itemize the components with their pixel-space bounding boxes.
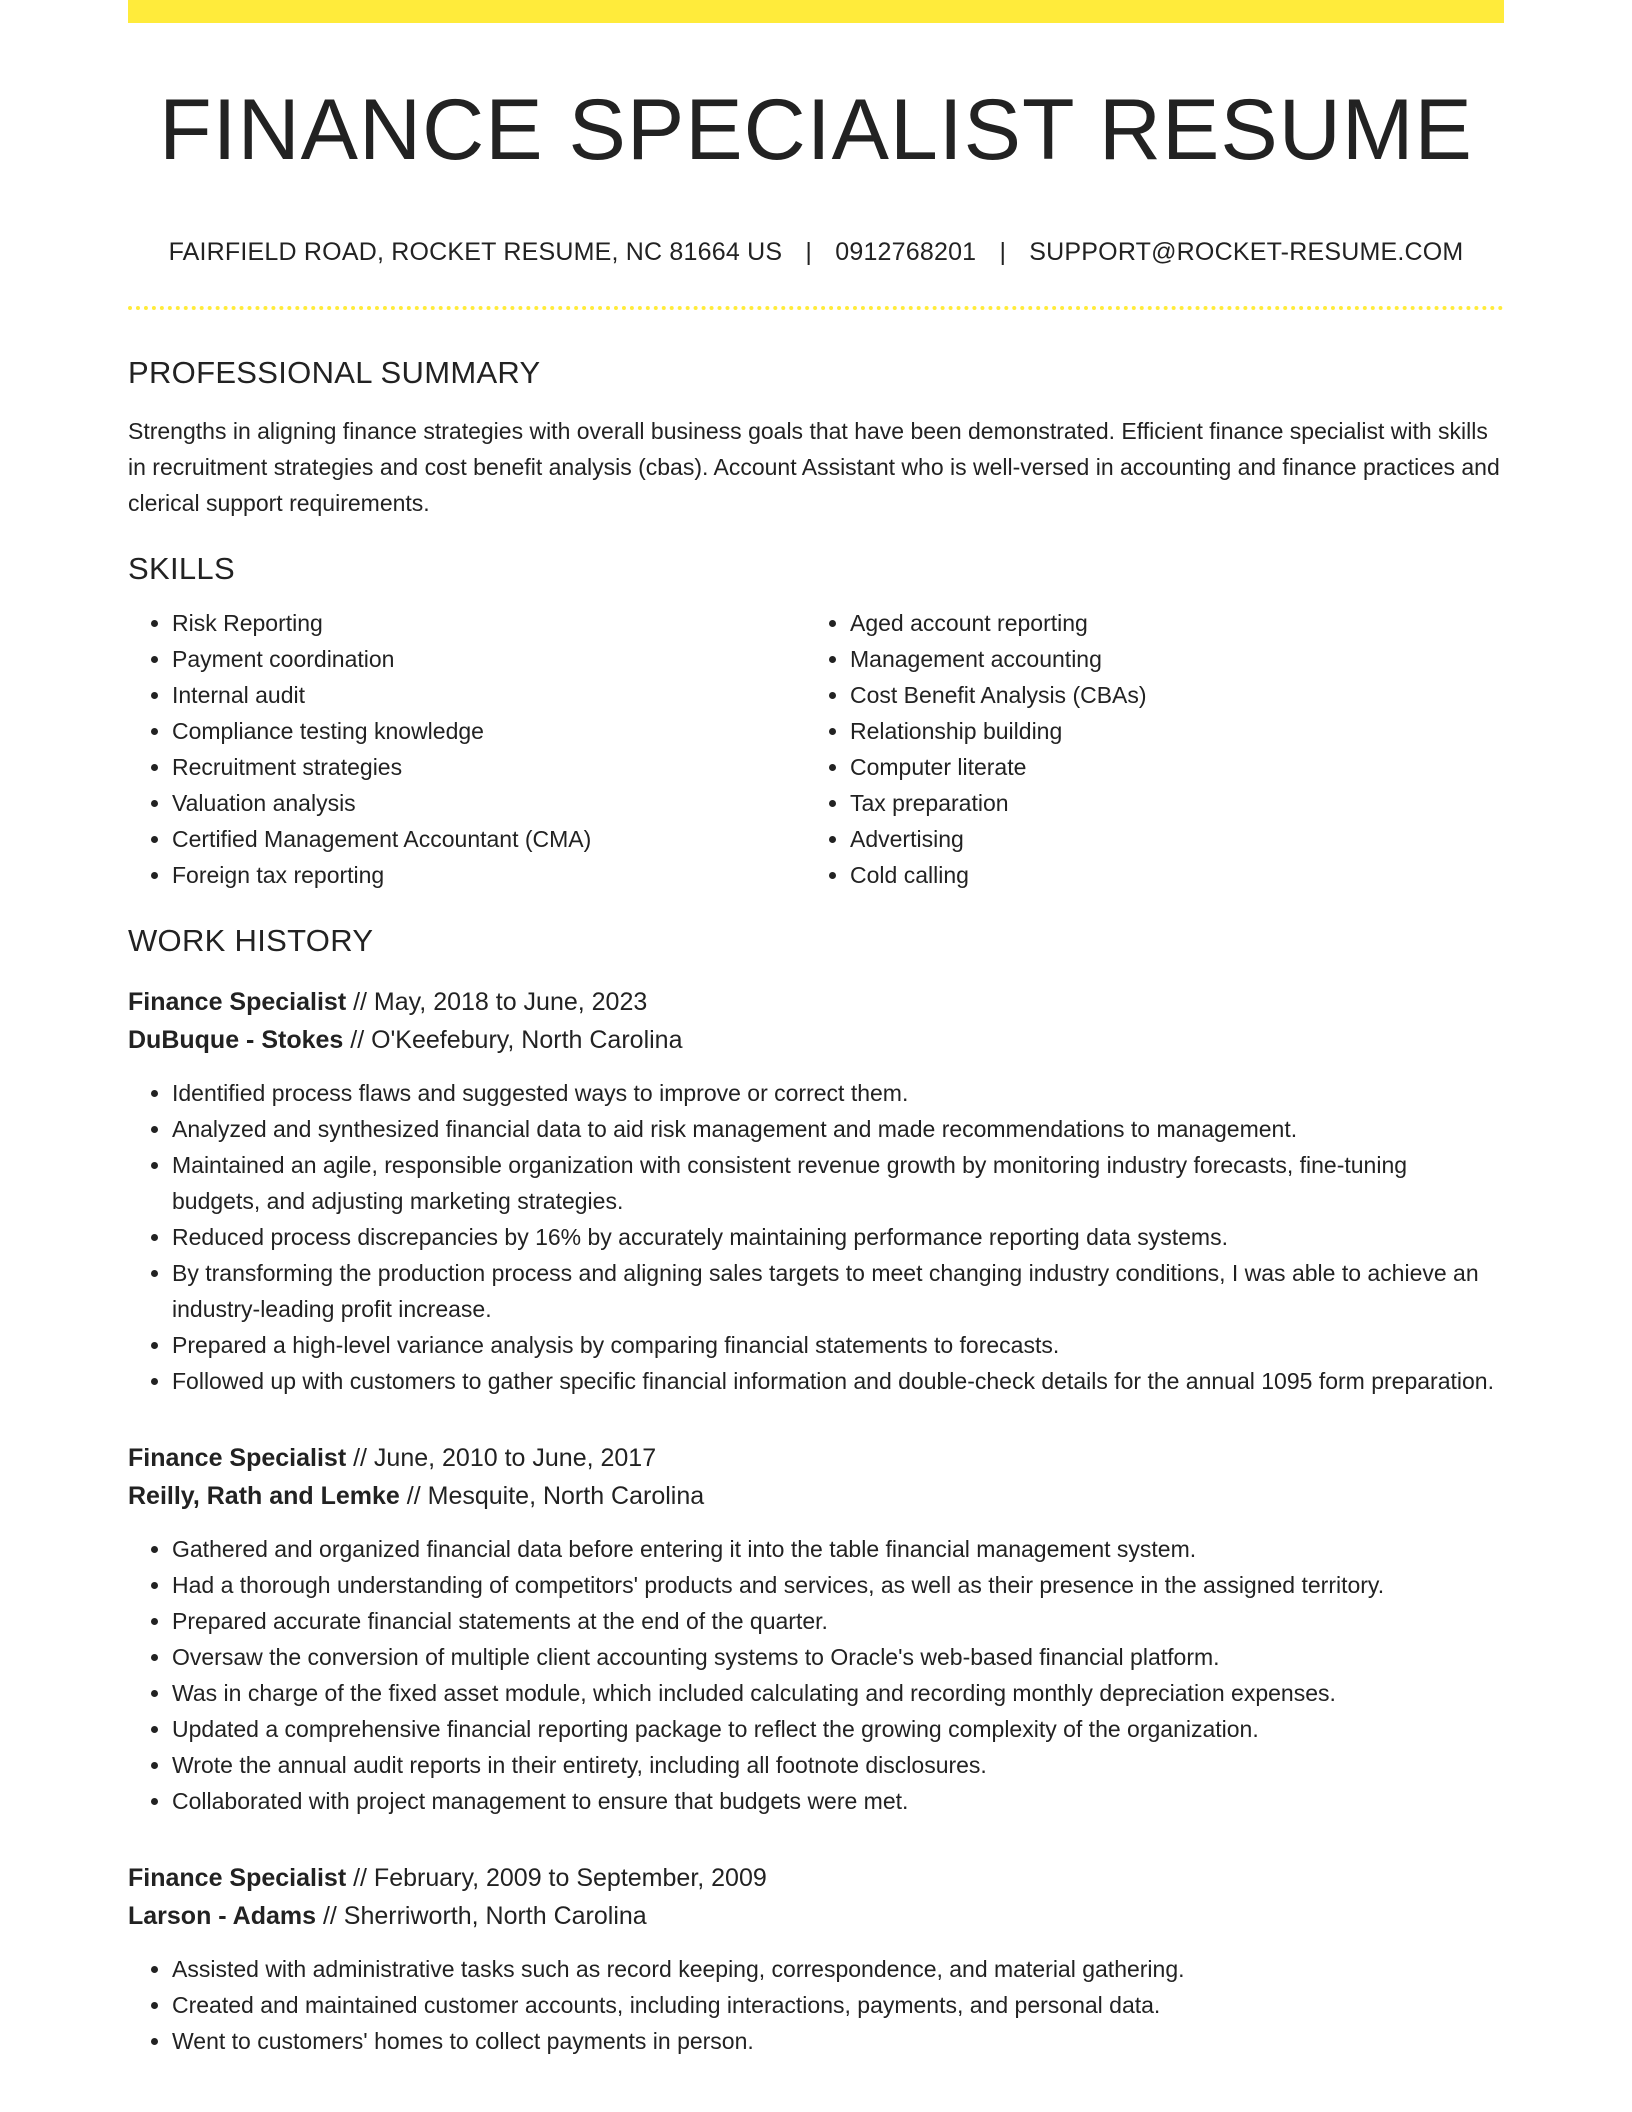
job-bullet: • Had a thorough understanding of competitors' products and services, as well as their presence in the assigned territory. xyxy=(172,1567,1504,1603)
page-title: FINANCE SPECIALIST RESUME xyxy=(159,82,1473,178)
work-history-heading: WORK HISTORY xyxy=(128,922,374,958)
job-bullets xyxy=(128,1951,1504,2059)
contact-email: SUPPORT@ROCKET-RESUME.COM xyxy=(1029,237,1464,266)
job-bullet: • Analyzed and synthesized financial data to aid risk management and made recommendations to management. xyxy=(172,1111,1504,1147)
job-bullet: • Oversaw the conversion of multiple client accounting systems to Oracle's web-based financial platform. xyxy=(172,1639,1504,1675)
dotted-divider xyxy=(128,306,1504,310)
job-bullet: • Was in charge of the fixed asset module, which included calculating and recording monthly depreciation expenses. xyxy=(172,1675,1504,1711)
job-title-line xyxy=(128,1859,1504,1897)
job-title: Finance Specialist xyxy=(128,1863,347,1892)
job-bullet: • Gathered and organized financial data before entering it into the table financial management system. xyxy=(172,1531,1504,1567)
skill-item: • Risk Reporting xyxy=(172,605,806,641)
contact-line xyxy=(128,238,1504,267)
job-company-line xyxy=(128,1897,1504,1935)
job-company: Larson - Adams xyxy=(128,1901,317,1930)
contact-phone: 0912768201 xyxy=(835,237,977,266)
skill-item: • Cost Benefit Analysis (CBAs) xyxy=(850,677,1484,713)
job-dates: // May, 2018 to June, 2023 xyxy=(346,987,648,1016)
skill-item: • Internal audit xyxy=(172,677,806,713)
job-bullet: • By transforming the production process and aligning sales targets to meet changing industry conditions, I was able to achieve an industry-leading profit increase. xyxy=(172,1255,1504,1327)
job-title: Finance Specialist xyxy=(128,987,347,1016)
resume-page xyxy=(128,0,1504,2059)
job-dates: // June, 2010 to June, 2017 xyxy=(346,1443,657,1472)
job-bullet: • Followed up with customers to gather specific financial information and double-check details for the annual 1095 form preparation. xyxy=(172,1363,1504,1399)
job-bullets xyxy=(128,1531,1504,1819)
job-dates: // February, 2009 to September, 2009 xyxy=(346,1863,767,1892)
skill-item: • Aged account reporting xyxy=(850,605,1484,641)
job-bullets xyxy=(128,1075,1504,1399)
skill-item: • Management accounting xyxy=(850,641,1484,677)
skill-item: • Computer literate xyxy=(850,749,1484,785)
job-entry xyxy=(128,1859,1504,2059)
skills-heading: SKILLS xyxy=(128,550,235,586)
job-title: Finance Specialist xyxy=(128,1443,347,1472)
skill-item: • Recruitment strategies xyxy=(172,749,806,785)
top-accent-bar xyxy=(128,0,1504,23)
job-company: Reilly, Rath and Lemke xyxy=(128,1481,400,1510)
summary-text: Strengths in aligning finance strategies with overall business goals that have been demonstrated. Efficient finance specialist with skills in recruitment strategies and cost benefit analysis (cbas). Account Assistant who is well-versed in accounting and finance practices and clerical support requirements. xyxy=(128,417,1500,516)
job-company-line xyxy=(128,1021,1504,1059)
contact-separator: | xyxy=(999,237,1007,266)
skill-item: • Foreign tax reporting xyxy=(172,857,806,893)
skill-item: • Valuation analysis xyxy=(172,785,806,821)
contact-separator: | xyxy=(805,237,813,266)
summary-heading: PROFESSIONAL SUMMARY xyxy=(128,354,541,390)
job-bullet: • Collaborated with project management to ensure that budgets were met. xyxy=(172,1783,1504,1819)
skills-column-right xyxy=(806,605,1484,893)
skills-list xyxy=(128,605,1504,893)
job-bullet: • Reduced process discrepancies by 16% by accurately maintaining performance reporting data systems. xyxy=(172,1219,1504,1255)
job-bullet: • Went to customers' homes to collect payments in person. xyxy=(172,2023,1504,2059)
skill-item: • Cold calling xyxy=(850,857,1484,893)
job-bullet: • Created and maintained customer accounts, including interactions, payments, and personal data. xyxy=(172,1987,1504,2023)
job-entry xyxy=(128,983,1504,1399)
job-location: // Sherriworth, North Carolina xyxy=(316,1901,647,1930)
contact-address: FAIRFIELD ROAD, ROCKET RESUME, NC 81664 US xyxy=(168,237,783,266)
skill-item: • Advertising xyxy=(850,821,1484,857)
job-title-line xyxy=(128,983,1504,1021)
job-location: // O'Keefebury, North Carolina xyxy=(343,1025,683,1054)
job-bullet: • Prepared a high-level variance analysis by comparing financial statements to forecasts. xyxy=(172,1327,1504,1363)
job-bullet: • Identified process flaws and suggested ways to improve or correct them. xyxy=(172,1075,1504,1111)
job-bullet: • Wrote the annual audit reports in their entirety, including all footnote disclosures. xyxy=(172,1747,1504,1783)
job-company-line xyxy=(128,1477,1504,1515)
job-bullet: • Maintained an agile, responsible organization with consistent revenue growth by monitoring industry forecasts, fine-tuning budgets, and adjusting marketing strategies. xyxy=(172,1147,1504,1219)
job-bullet: • Assisted with administrative tasks such as record keeping, correspondence, and material gathering. xyxy=(172,1951,1504,1987)
job-entry xyxy=(128,1439,1504,1819)
job-location: // Mesquite, North Carolina xyxy=(399,1481,705,1510)
job-bullet: • Prepared accurate financial statements at the end of the quarter. xyxy=(172,1603,1504,1639)
skill-item: • Relationship building xyxy=(850,713,1484,749)
skill-item: • Compliance testing knowledge xyxy=(172,713,806,749)
skill-item: • Payment coordination xyxy=(172,641,806,677)
skills-column-left xyxy=(128,605,806,893)
skill-item: • Tax preparation xyxy=(850,785,1484,821)
skill-item: • Certified Management Accountant (CMA) xyxy=(172,821,806,857)
job-title-line xyxy=(128,1439,1504,1477)
job-bullet: • Updated a comprehensive financial reporting package to reflect the growing complexity of the organization. xyxy=(172,1711,1504,1747)
job-company: DuBuque - Stokes xyxy=(128,1025,344,1054)
